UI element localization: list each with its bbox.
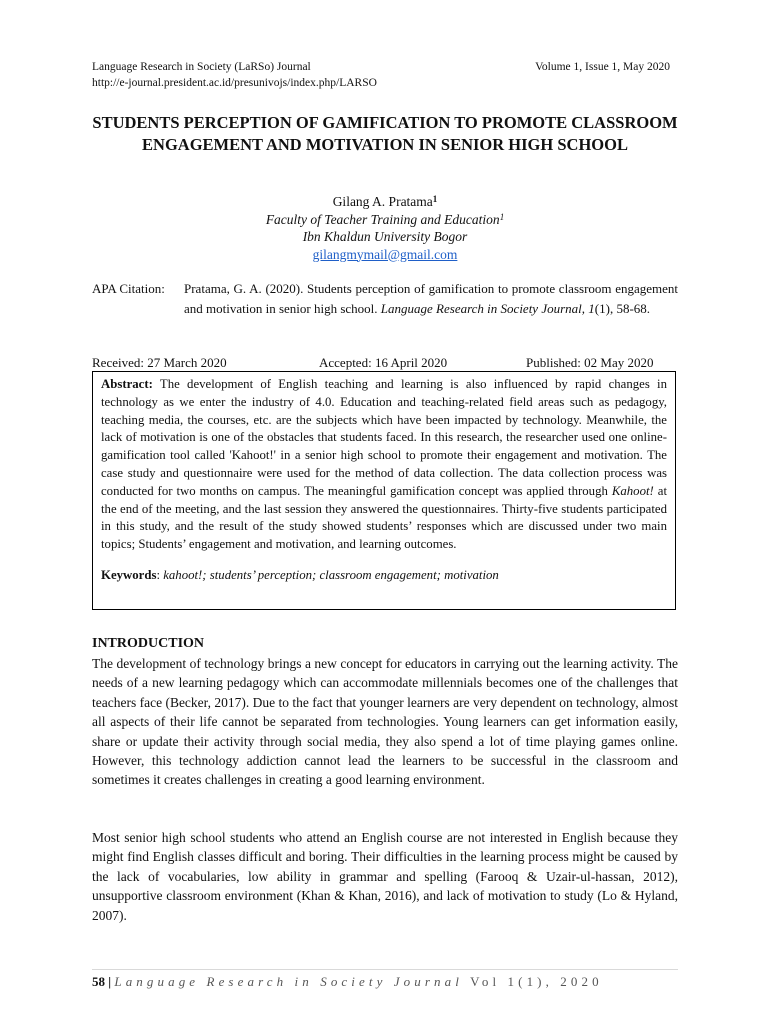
citation-label: APA Citation: (92, 281, 165, 296)
accepted-date: Accepted: 16 April 2020 (319, 355, 448, 370)
affiliation-marker: 1 (499, 211, 505, 222)
section-heading-introduction: INTRODUCTION (92, 636, 205, 651)
author-university: Ibn Khaldun University Bogor (302, 229, 468, 244)
author-affiliation: Faculty of Teacher Training and Education (265, 211, 500, 227)
intro-paragraph-2: Most senior high school students who attend an English course are not interested in English because they might find English classes difficult and boring. Their difficulties in the learning process might be caused by the lack of vocabularies, low ability in grammar and spelling (Farooq & Uzair-ul-hassan, 2012), unsupportive classroom environment (Khan & Khan, 2016), and lack of motivation to study (Lo & Hyland, 2007). (92, 830, 678, 923)
paper-title: STUDENTS PERCEPTION OF GAMIFICATION TO PROMOTE CLASSROOM ENGAGEMENT AND MOTIVATION IN SENIOR HIGH SCHOOL (92, 113, 678, 154)
author-email-link[interactable]: gilangmymail@gmail.com (312, 246, 458, 262)
volume-issue: Volume 1, Issue 1, May 2020 (535, 61, 670, 73)
intro-paragraph-1: The development of technology brings a new concept for educators in carrying out the learning activity. The needs of a new learning pedagogy which can accommodate millennials becomes one of the challenges that teachers face (Becker, 2017). Due to the fact that younger learners are very dependent on technology, almost all aspects of their life cannot be separated from technologies. Young learners can get information easily, share or update their activity through social media, they also spend a lot of time playing games online. However, this technology addiction cannot lead the learners to be successful in the classroom and sometimes it creates challenges in creating a good learning environment. (92, 656, 678, 788)
footer-volume: Vol 1(1), 2020 (462, 974, 603, 989)
running-header-left (92, 59, 377, 91)
apa-citation (92, 279, 678, 319)
abstract-text: Abstract: The development of English teaching and learning is also influenced by rapid changes in technology as we enter the industry of 4.0. Education and teaching-related field areas such as pedagogy, teaching media, the courses, etc. are the subjects which have been impacted by technology. Meanwhile, the lack of motivation is one of the obstacles that students faced. In this research, the researcher used one online-gamification tool called 'Kahoot!' in a senior high school to promote their engagement and motivation. The case study and questionnaire were used for the method of data collection. The data collection process was conducted for two months on campus. The meaningful gamification concept was applied through Kahoot! at the end of the meeting, and the last session they answered the questionnaires. Thirty-five students participated in this study, and the result of the study showed students’ responses which are discussed under two main topics; Students’ engagement and motivation, and learning outcomes. (101, 377, 667, 552)
journal-url: http://e-journal.president.ac.id/presunivojs/index.php/LARSO (92, 77, 377, 89)
author-name: Gilang A. Pratama (332, 194, 433, 209)
keywords: Keywords: kahoot!; students’ perception; classroom engagement; motivation (101, 567, 499, 582)
abstract-tool-name: Kahoot! (611, 483, 654, 498)
published-date: Published: 02 May 2020 (526, 355, 654, 370)
citation-journal: Language Research in Society Journal, 1 (380, 301, 595, 316)
received-date: Received: 27 March 2020 (92, 355, 227, 370)
page-footer: 58 | Language Research in Society Journal Vol 1(1), 2020 (92, 974, 603, 989)
footer-divider (92, 969, 678, 970)
citation-body: Pratama, G. A. (2020). Students perception of gamification to promote classroom engagement and motivation in senior high school. Language Research in Society Journal, 1(1), 58-68. (184, 281, 678, 316)
keywords-list: kahoot!; students’ perception; classroom engagement; motivation (163, 567, 499, 582)
footer-journal: Language Research in Society Journal (114, 974, 463, 989)
page-number: 58 (92, 974, 105, 989)
author-marker: 1 (432, 194, 438, 204)
author-block (92, 193, 678, 263)
abstract-label: Abstract: (101, 377, 153, 391)
keywords-label: Keywords (101, 567, 157, 582)
journal-name: Language Research in Society (LaRSo) Journal (92, 61, 311, 73)
paper-page (92, 0, 678, 1024)
abstract-box (92, 371, 676, 610)
